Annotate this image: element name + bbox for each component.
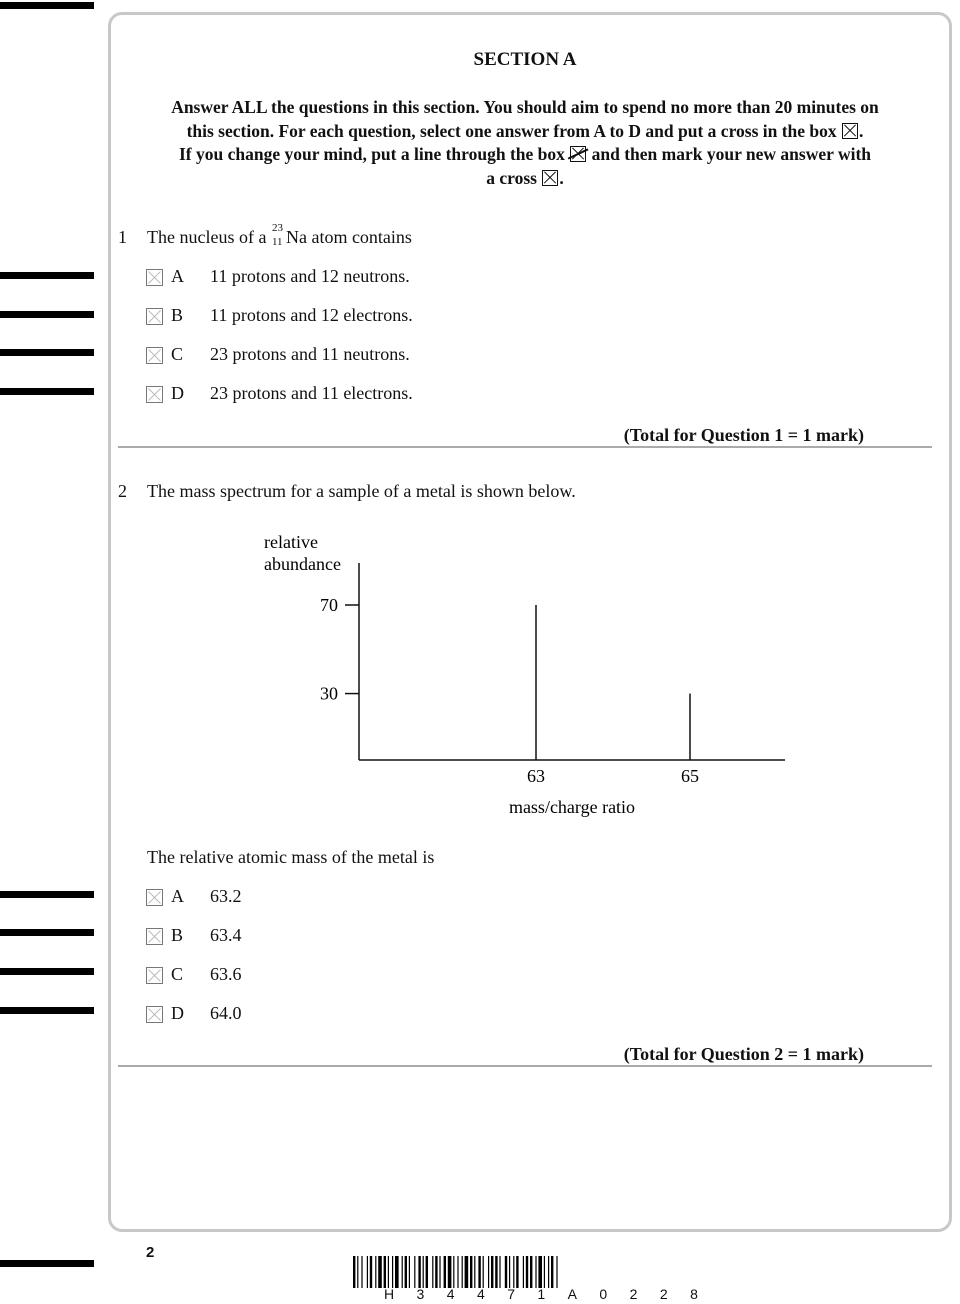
- barcode-char: A: [567, 1286, 577, 1302]
- page-number: 2: [146, 1244, 155, 1261]
- instruction-line: Answer ALL the questions in this section. You should aim to spend no more than 20 minutes on: [171, 97, 879, 117]
- barcode-char: H: [384, 1286, 395, 1302]
- margin-bar: [0, 388, 94, 395]
- instructions: [118, 96, 932, 190]
- barcode-char: 3: [416, 1286, 425, 1302]
- checkbox-icon[interactable]: [146, 967, 163, 984]
- question-text: The nucleus of a 23 11 Na atom contains: [147, 222, 412, 248]
- x-tick-label: 65: [681, 766, 699, 786]
- checkbox-icon[interactable]: [146, 308, 163, 325]
- y-axis-label: abundance: [264, 554, 341, 574]
- struck-cross-box-icon: [570, 146, 586, 162]
- isotope-notation: 23 11: [271, 222, 283, 248]
- margin-bar: [0, 1007, 94, 1014]
- cross-box-icon: [842, 123, 858, 139]
- barcode-char: 4: [446, 1286, 455, 1302]
- margin-bar: [0, 968, 94, 975]
- barcode-char: 2: [659, 1286, 668, 1302]
- question-total: (Total for Question 1 = 1 mark): [623, 425, 864, 445]
- barcode-char: 1: [537, 1286, 546, 1302]
- question-number: 2: [118, 481, 127, 501]
- cross-box-icon: [542, 170, 558, 186]
- barcode-char: 2: [629, 1286, 638, 1302]
- y-tick-label: 30: [320, 683, 338, 704]
- y-axis-label: relative: [264, 532, 318, 552]
- margin-bar: [0, 929, 94, 936]
- barcode-char: 0: [599, 1286, 608, 1302]
- y-tick-label: 70: [320, 595, 338, 615]
- barcode-char: 7: [507, 1286, 515, 1302]
- x-axis-label: mass/charge ratio: [508, 797, 636, 817]
- checkbox-icon[interactable]: [146, 928, 163, 945]
- barcode-text: [384, 1286, 698, 1302]
- question-total: (Total for Question 2 = 1 mark): [623, 1044, 864, 1064]
- checkbox-icon[interactable]: [146, 269, 163, 286]
- margin-bar: [0, 272, 94, 279]
- margin-bar: [0, 1260, 94, 1267]
- checkbox-icon[interactable]: [146, 889, 163, 906]
- margin-bar: [0, 2, 94, 9]
- instruction-line: If you change your mind, put a line through the box and then mark your new answer with: [178, 144, 872, 164]
- barcode-icon: [353, 1256, 703, 1288]
- checkbox-icon[interactable]: [146, 347, 163, 364]
- checkbox-icon[interactable]: [146, 386, 163, 403]
- divider: [118, 446, 932, 448]
- question-number: 1: [118, 227, 127, 247]
- barcode-char: 8: [690, 1286, 698, 1302]
- section-title: SECTION A: [473, 49, 577, 70]
- instruction-line: a cross .: [486, 167, 564, 188]
- barcode-char: 4: [476, 1286, 485, 1302]
- margin-bar: [0, 311, 94, 318]
- margin-bar: [0, 891, 94, 898]
- margin-bar: [0, 349, 94, 356]
- divider: [118, 1065, 932, 1067]
- question-stem: The relative atomic mass of the metal is: [147, 847, 435, 867]
- checkbox-icon[interactable]: [146, 1006, 163, 1023]
- question-text: The mass spectrum for a sample of a metal is shown below.: [147, 481, 576, 501]
- instruction-line: this section. For each question, select one answer from A to D and put a cross in the box .: [186, 120, 864, 141]
- x-tick-label: 63: [527, 766, 545, 786]
